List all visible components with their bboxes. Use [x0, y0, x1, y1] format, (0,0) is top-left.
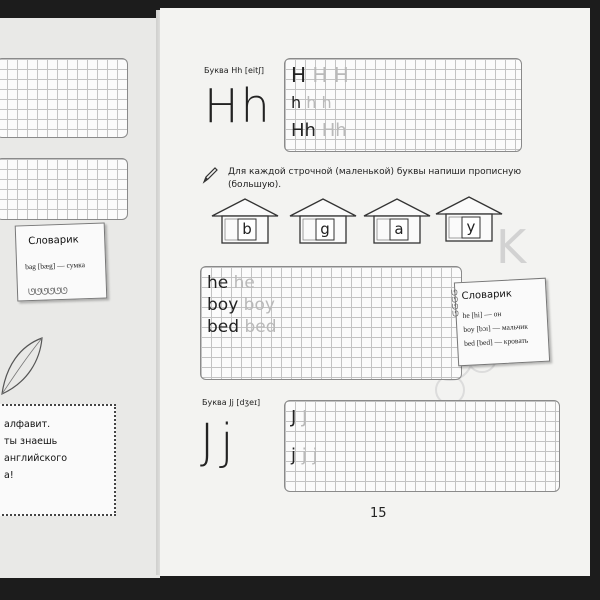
instruction-text: Для каждой строчной (маленькой) буквы напиши прописную (большую).: [228, 167, 522, 190]
writing-grid-mid-left: [0, 158, 128, 220]
task-text: алфавит. ты знаешь английского а!: [4, 419, 68, 481]
house-letter: a: [394, 220, 404, 238]
dictionary-entry: he [hi] — он: [462, 309, 502, 321]
house-g: [288, 196, 358, 244]
dictionary-title: Словарик: [28, 234, 79, 248]
house-letter: y: [466, 218, 476, 236]
word-row-3: bed bed: [207, 317, 277, 337]
word-row-2: boy boy: [207, 295, 275, 315]
dictionary-note-left: [15, 222, 108, 301]
pencil-icon: [202, 166, 218, 184]
house-y: [434, 194, 504, 242]
letter-j-big: Jj: [200, 414, 240, 470]
j-row-2: j j j: [291, 445, 318, 466]
letter-h-label: Буква Hh [eitʃ]: [204, 66, 265, 75]
page-number: 15: [370, 506, 387, 521]
writing-grid-words: [200, 266, 462, 380]
right-page: [160, 8, 590, 576]
house-a: [362, 196, 432, 244]
leaf-icon: [0, 336, 46, 396]
spiral-rings-icon: ᘎᘎᘎᘎ: [450, 289, 461, 318]
letter-h-big: Hh: [204, 79, 272, 133]
dictionary-title: Словарик: [461, 288, 513, 303]
spiral-rings-icon: ᘎᘎᘎᘎᘎᘎ: [27, 286, 68, 299]
writing-grid-top-left: [0, 58, 128, 138]
background-illustration-letters: K: [496, 220, 527, 274]
task-box-left: [0, 404, 116, 516]
dictionary-entry: bag [bæg] — сумка: [24, 260, 86, 272]
word-row-1: he he: [207, 273, 255, 293]
h-row-1: H H H: [291, 63, 349, 87]
h-row-3: Hh Hh: [291, 120, 347, 141]
dictionary-note-right: [450, 278, 550, 367]
writing-grid-h: [284, 58, 522, 152]
j-row-1: J J: [291, 407, 308, 428]
writing-grid-j: [284, 400, 560, 492]
h-row-2: h h h: [291, 93, 332, 112]
letter-j-label: Буква Jj [dʒeɪ]: [202, 398, 261, 407]
house-letter: b: [242, 220, 252, 238]
dictionary-entry: boy [bɔɪ] — мальчик: [463, 321, 529, 335]
dictionary-entry: bed [bed] — кровать: [463, 335, 529, 349]
left-page: [0, 18, 160, 578]
house-letter: g: [320, 220, 330, 238]
house-b: [210, 196, 280, 244]
